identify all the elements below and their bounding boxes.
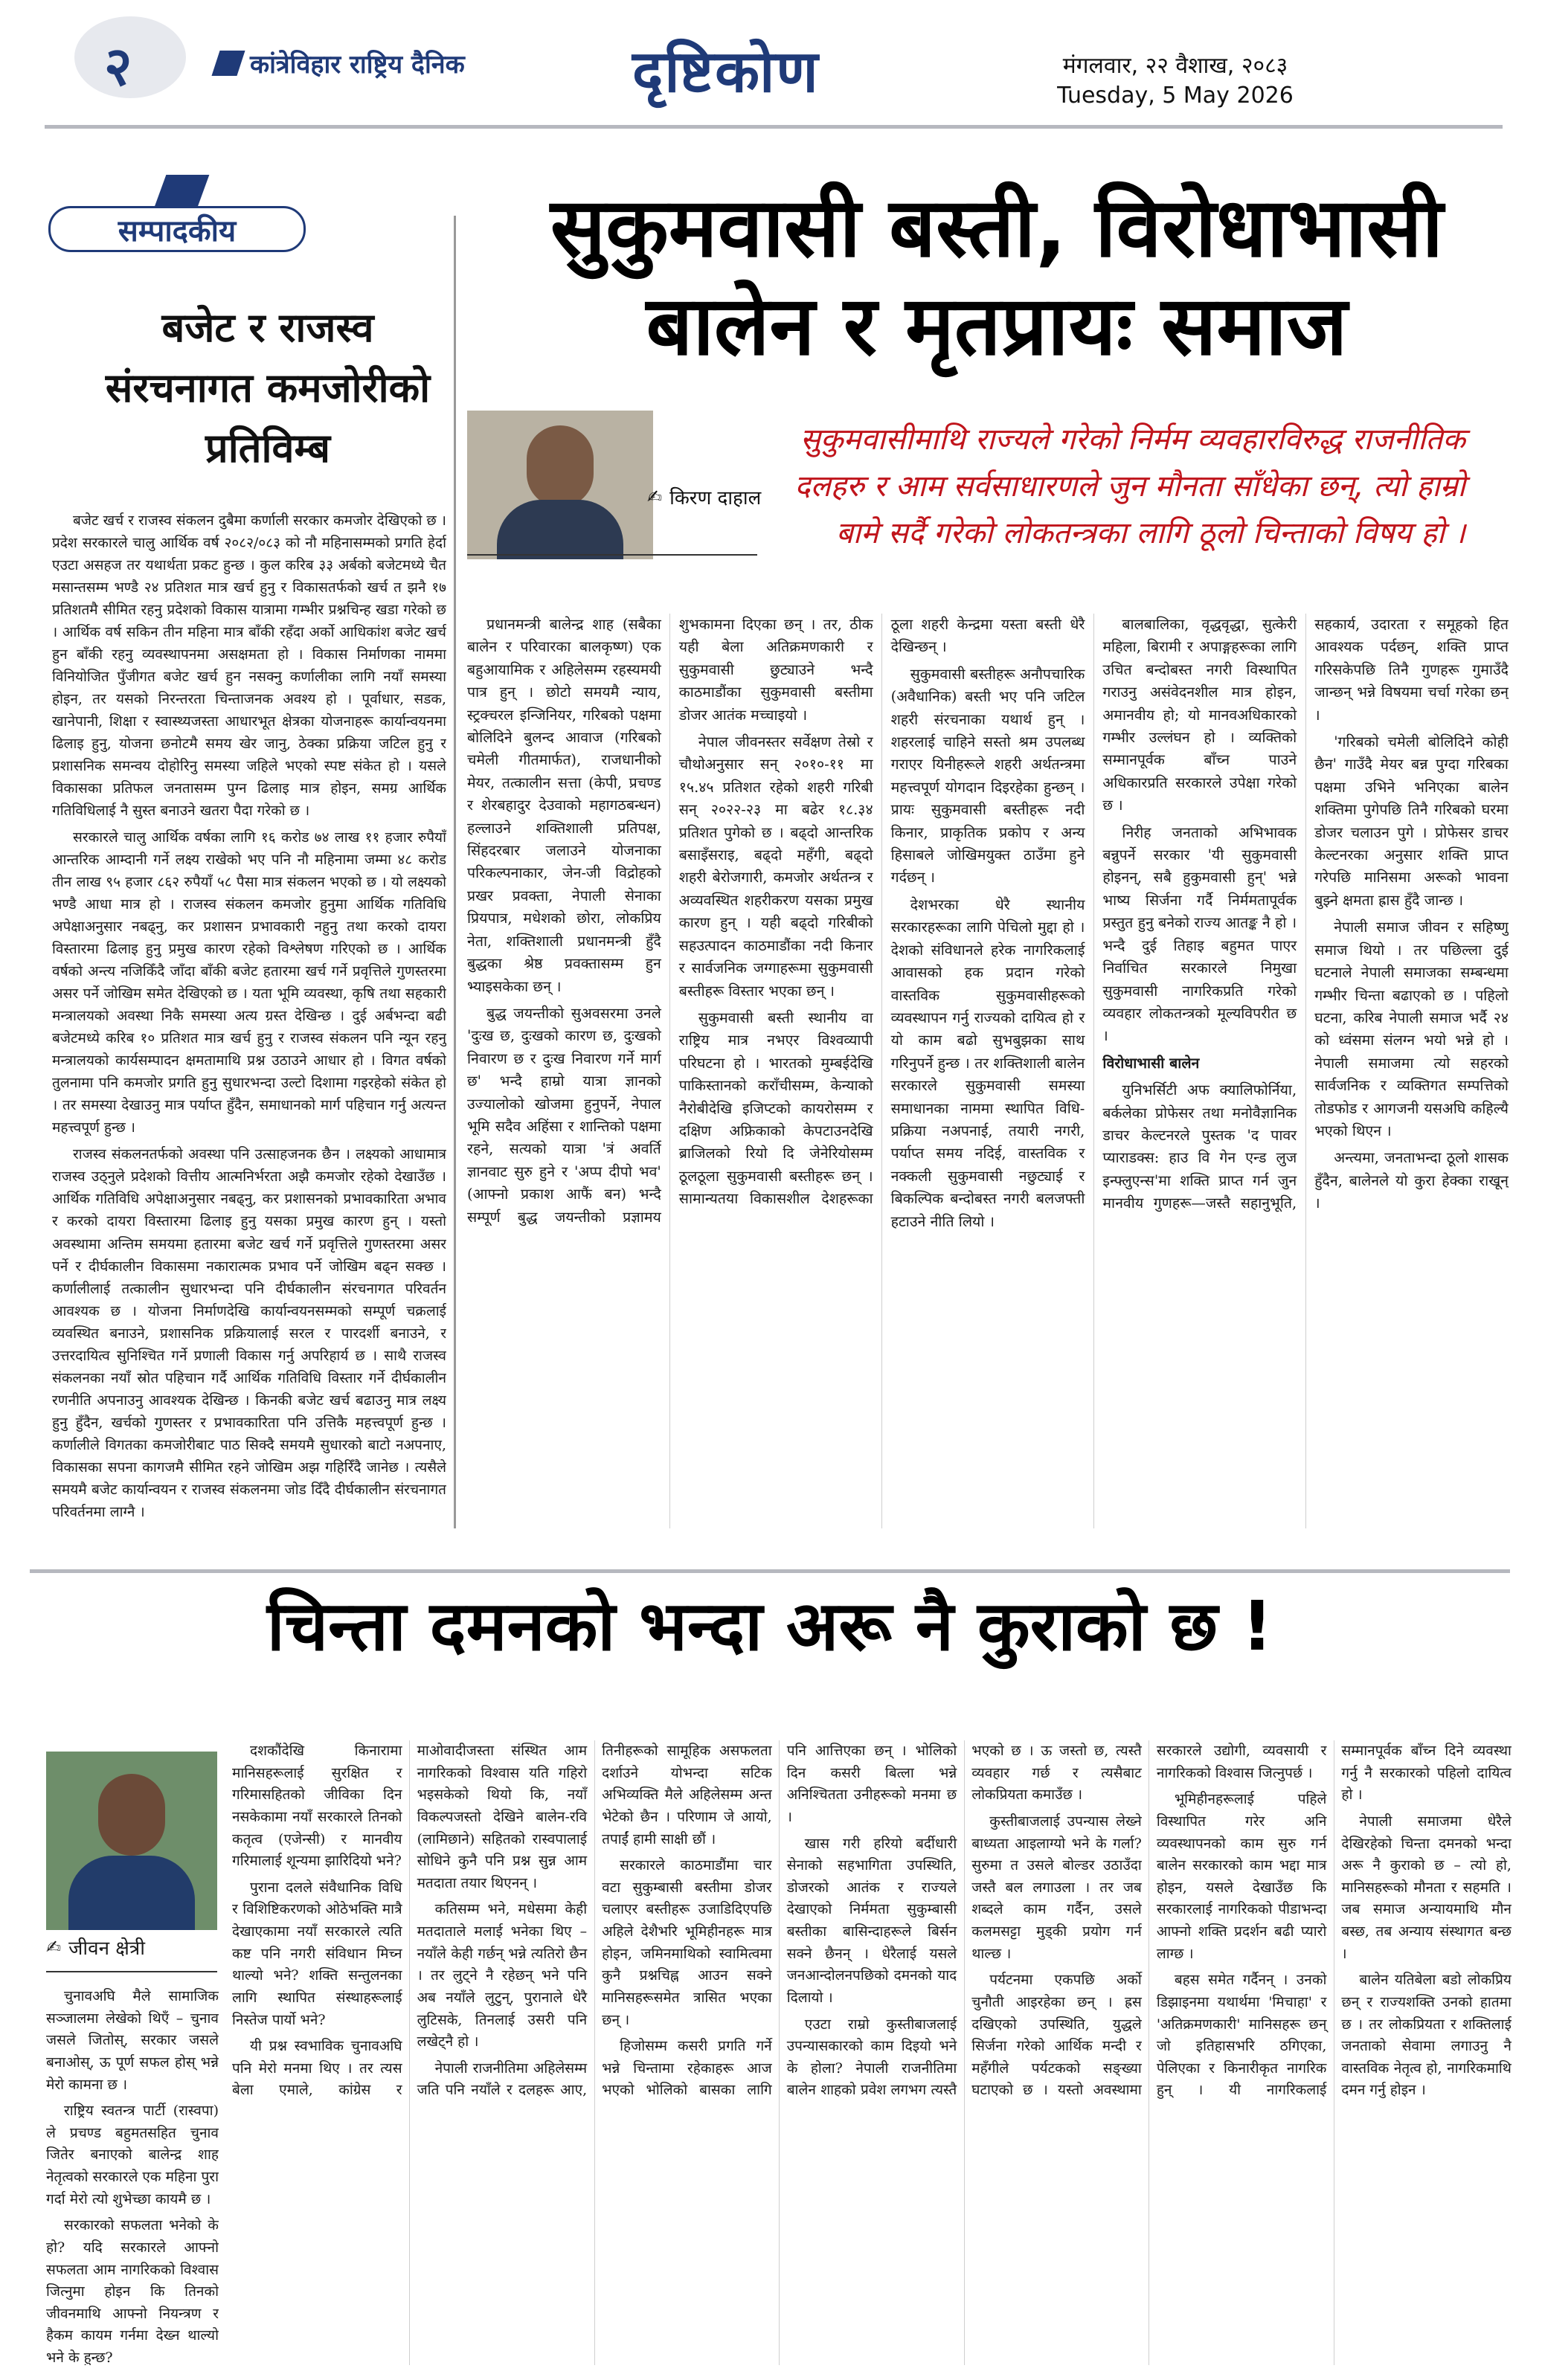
editorial-body [52,509,446,1521]
pull-quote: सुकुमवासीमाथि राज्यले गरेको निर्मम व्यवहारविरुद्ध राजनीतिक दलहरु र आम सर्वसाधारणले जुन मौनता साँधेका छन्, त्यो हाम्रो बामे सर्दै गरेको लोकतन्त्रका लागि ठूलो चिन्ताको विषय हो । [794,422,1465,551]
paragraph: सरकारको सफलता भनेको के हो? यदि सरकारले आफ्नो सफलता आम नागरिकको विश्वास जित्नुमा होइन कि तिनको जीवनमाथि आफ्नो नियन्त्रण र हैकम कायम गर्नमा देख्न थाल्यो भने के हुन्छ? [46,2217,219,2365]
paragraph: यी प्रश्न स्वभाविक चुनावअघि पनि मेरो मनमा थिए । तर त्यस बेला एमाले, कांग्रेस र माओवादीजस्ता संस्थित आम नागरिकको विश्वास यति गहिरो भइसकेको थियो कि, नयाँ विकल्पजस्तो देखिने बालेन-रवि (लामिछाने) सहितको रास्वपालाई सोधिने कुनै पनि प्रश्न सुन्न आम मतदाता तयार थिएनन् । [232,1743,588,2099]
pen-icon: ✍ [647,486,663,507]
masthead [0,0,1542,126]
editorial-badge [48,175,301,249]
paragraph: राष्ट्रिय स्वतन्त्र पार्टी (रास्वपा) ले प्रचण्ड बहुमतसहित चुनाव जितेर बनाएको बालेन्द्र शाह नेतृत्वको सरकारले एक महिना पुरा गर्दा मेरो त्यो शुभेच्छा कायमै छ । [46,2103,219,2207]
paragraph: नेपाली समाज जीवन र सहिष्णु समाज थियो । तर पछिल्ला दुई घटनाले नेपाली समाजका सम्बन्धमा गम्भीर चिन्ता बढाएको छ । पहिलो घटना, करिब नेपाली समाज भर्दै २४ को ध्वंसमा संलग्न भयो भन्ने हो । नेपाली समाजमा त्यो सहरको सार्वजनिक र व्यक्तिगत सम्पत्तिको तोडफोड र आगजनी यसअघि कहिल्यै भएको थिएन । [1314,919,1509,1139]
paragraph: सुकुमवासी बस्तीहरू अनौपचारिक (अवैधानिक) बस्ती भए पनि जटिल शहरी संरचनाका यथार्थ हुन् । शहरलाई चाहिने सस्तो श्रम उपलब्ध गराएर यिनीहरूले शहरी अर्थतन्त्रमा महत्त्वपूर्ण योगदान दिइरहेका हुन्छन् । प्रायः सुकुमवासी बस्तीहरू नदी किनार, प्राकृतिक प्रकोप र अन्य हिसाबले जोखिमयुक्त ठाउँमा हुने गर्दछन् । [890,665,1085,887]
portrait-body [497,500,623,559]
paragraph: बजेट खर्च र राजस्व संकलन दुबैमा कर्णाली सरकार कमजोर देखिएको छ । प्रदेश सरकारले चालु आर्थिक वर्ष २०८२/०८३ को नौ महिनासम्मको प्रगति हेर्दा एउटा असहज तर यथार्थता प्रकट हुन्छ । कुल करिब ३३ अर्बको बजेटमध्ये चैत मसान्तसम्म भण्डै २४ प्रतिशत मात्र खर्च हुनु र विकासतर्फको खर्च त झनै १७ प्रतिशतमै सीमित रहनु प्रदेशको विकास यात्रामा गम्भीर प्रश्नचिन्ह खडा गरेको छ । आर्थिक वर्ष सकिन तीन महिना मात्र बाँकी रहँदा अर्को आधिकांश बजेट खर्च हुन बाँकी रहनु व्यवस्थापनमा असक्षमता हो । विकास निर्माणका नाममा विनियोजित पुँजीगत बजेट खर्च हुन नसक्नु कर्णालीका लागि नयाँ समस्या होइन, तर यसको निरन्तरता चिन्ताजनक अवश्य हो । पूर्वाधार, सडक, खानेपानी, शिक्षा र स्वास्थ्यजस्ता आधारभूत क्षेत्रका योजनाहरू कार्यान्वयनमा ढिलाइ हुनु, योजना छनोटमै समय खेर जानु, ठेक्का प्रक्रिया जटिल हुनु र प्रशासनिक समन्वय दोहोरिनु समस्या जहिले भएको स्पष्ट संकेत हो । यसले विकासका प्रतिफल जनतासम्म पुग्न ढिलाइ मात्र होइन, समग्र आर्थिक गतिविधिलाई नै सुस्त बनाउने खतरा पैदा गरेको छ । [52,512,446,820]
section-title: दृष्टिकोण [632,39,820,106]
logo-icon [211,51,245,76]
paragraph: कुस्तीबाजलाई उपन्यास लेख्ने बाध्यता आइलाग्यो भने के गर्ला? सुरुमा त उसले बोल्डर उठाउँदा जस्तै बल लगाउला । तर जब शब्दले काम गर्दैन, उसले कलमसट्टा मुड्की प्रयोग गर्न थाल्छ । [971,1813,1142,1962]
portrait-body [68,1856,195,1930]
dateline [1056,49,1294,109]
paragraph: बालबालिका, वृद्धवृद्धा, सुत्केरी महिला, बिरामी र अपाङ्गहरूका लागि उचित बन्दोबस्त नगरी विस्थापित गराउनु असंवेदनशील मात्र होइन, अमानवीय हो; यो मानवअधिकारको गम्भीर उल्लंघन हो । व्यक्तिको सम्मानपूर्वक बाँच्न पाउने अधिकारप्रति सरकारले उपेक्षा गरेको छ । [1102,616,1297,814]
pen-icon: ✍ [46,1937,62,1958]
author-photo [46,1752,217,1930]
paragraph: बुद्ध जयन्तीको सुअवसरमा उनले 'दुःख छ, दुःखको कारण छ, दुःखको निवारण छ र दुःख निवारण गर्ने मार्ग छ' भन्दै हाम्रो यात्रा ज्ञानको उज्यालोको खोजमा हुनुपर्ने, नेपाल भूमि सदैव अहिंसा र शान्तिको पक्षमा रहने, सत्यको यात्रा 'त्रं अवर्ति ज्ञानवाट सुरु हुने र 'अप्प दीपो भव' (आफ्नो प्रकाश आफैं बन) भन्दै सम्पूर्ण बुद्ध जयन्तीको प्रज्ञामय शुभकामना दिएका छन् । तर, ठीक यही बेला अतिक्रमणकारी र सुकुमवासी छुट्याउने भन्दै काठमाडौंका सुकुमवासी बस्तीमा डोजर आतंक मच्चाइयो । [467,616,873,1226]
portrait-head [98,1774,165,1856]
paragraph: कतिसम्म भने, मधेसमा केही मतदाताले मलाई भनेका थिए – नयाँले केही गर्छन् भन्ने त्यतिरो छैन । तर लुट्ने नै रहेछन् भने पनि अब नयाँले लुटुन्, पुरानाले धेरै लुटिसके, तिनलाई उसरी पनि लखेट्नै हो । [417,1901,588,2051]
paragraph: बालेन यतिबेला बडो लोकप्रिय छन् र राज्यशक्ति उनको हातमा छ । तर लोकप्रियता र शक्तिलाई जनताको सेवामा लगाउनु नै वास्तविक नेतृत्व हो, नागरिकमाथि दमन गर्नु होइन । [1341,1972,1512,2099]
paragraph: 'गरिबको चमेली बोलिदिने कोही छैन' गाउँदै मेयर बन्न पुग्दा गरिबका पक्षमा उभिने भनिएका बालेन शक्तिमा पुगेपछि तिनै गरिबको घरमा डोजर चलाउन पुगे । प्रोफेसर डाचर केल्टनरका अनुसार शक्ति प्राप्त गरेपछि मानिसमा अरूको भावना बुझ्ने क्षमता ह्रास हुँदै जान्छ । [1314,733,1509,909]
paragraph: नेपाली राजनीतिमा अहिलेसम्म जति पनि नयाँले र दलहरू आए, तिनीहरूको सामूहिक असफलता दर्शाउने योभन्दा सटिक अभिव्यक्ति मैले अहिलेसम्म अन्त भेटेको छैन । परिणाम जे आयो, तपाईं हामी साक्षी छौं । [417,1743,772,2099]
second-headline: चिन्ता दमनको भन्दा अरू नै कुराको छ ! [266,1586,1273,1666]
section-divider [30,1569,1510,1573]
portrait-head [527,425,594,507]
paragraph: हिजोसम्म कसरी प्रगति गर्ने भन्ने चिन्तामा रहेकाहरू आज भएको भोलिको बासका लागि पनि आत्तिएका छन् । भोलिको दिन कसरी बित्ला भन्ने अनिश्चितता उनीहरूको मनमा छ । [602,1743,957,2099]
second-article-body [232,1740,1512,2365]
paragraph: नेपाल जीवनस्तर सर्वेक्षण तेस्रो र चौथोअनुसार सन् २०१०-११ मा १५.४५ प्रतिशत रहेको शहरी गरिबी सन् २०२२-२३ मा बढेर १८.३४ प्रतिशत पुगेको छ । बढ्दो आन्तरिक बसाइँसराइ, बढ्दो महँगी, बढ्दो शहरी बेरोजगारी, कमजोर अर्थतन्त्र र अव्यवस्थित शहरीकरण यसका प्रमुख कारण हुन् । यही बढ्दो गरिबीको सहउत्पादन काठमाडौंका नदी किनार र सार्वजनिक जग्गाहरूमा सुकुमवासी बस्तीहरू विस्तार भएका छन् । [678,733,873,1000]
byline [46,1934,145,1961]
paragraph: पुराना दलले संवैधानिक विधि र विशिष्टिकरणको ओठेभक्ति मात्रै देखाएकामा नयाँ सरकारले त्यति कष्ट पनि नगरी संविधान मिच्न थाल्यो भने? शक्ति सन्तुलनका लागि स्थापित संस्थाहरूलाई निस्तेज पार्यो भने? [232,1879,402,2028]
paragraph: भूमिहीनहरूलाई पहिले विस्थापित गरेर अनि व्यवस्थापनको काम सुरु गर्न बालेन सरकारको काम भद्दा मात्र होइन, यसले देखाउँछ कि सरकारलाई नागरिकको पीडाभन्दा आफ्नो शक्ति प्रदर्शन बढी प्यारो लाग्छ । [1156,1791,1327,1962]
main-headline: सुकुमवासी बस्ती, विरोधाभासी बालेन र मृतप्रायः समाज [550,180,1444,373]
paragraph: सुकुमवासी बस्ती स्थानीय वा राष्ट्रिय मात्र नभएर विश्वव्यापी परिघटना हो । भारतको मुम्बईदेखि पाकिस्तानको कराँचीसम्म, केन्याको नैरोबीदेखि इजिप्टको कायरोसम्म र दक्षिण अफ्रिकाको केपटाउनदेखि ब्राजिलको रियो दि जेनेरियोसम्म ठूलठूला सुकुमवासी बस्तीहरू छन् । सामान्यतया विकासशील देशहरूका ठूला शहरी केन्द्रमा यस्ता बस्ती धेरै देखिन्छन् । [678,616,1085,1208]
paragraph: एउटा राम्रो कुस्तीबाजलाई उपन्यासकारको काम दिइयो भने के होला? नेपाली राजनीतिमा बालेन शाहको प्रवेश लगभग त्यस्तै भएको छ । ऊ जस्तो छ, त्यस्तै व्यवहार गर्छ र त्यसैबाट लोकप्रियता कमाउँछ । [786,1743,1142,2099]
date-english: Tuesday, 5 May 2026 [1057,83,1294,109]
author-name: किरण दाहाल [669,487,762,509]
editorial-label: सम्पादकीय [48,206,306,252]
logo-icon [154,175,210,209]
paragraph: प्रधानमन्त्री बालेन्द्र शाह (सबैका बालेन र परिवारका बालकृष्ण) एक बहुआयामिक र अहिलेसम्म रहस्यमयी पात्र हुन् । छोटो समयमै न्याय, स्ट्रक्चरल इन्जिनियर, गरिबको पक्षमा बोलिदिने बुलन्द आवाज (गरिबको चमेली गीतमार्फत), राजधानीको मेयर, तत्कालीन सत्ता (केपी, प्रचण्ड र शेरबहादुर देउवाको महागठबन्धन) हल्लाउने शक्तिशाली प्रतिपक्ष, सिंहदरबार जलाउने योजनाका परिकल्पनाकार, जेन-जी विद्रोहको प्रखर प्रवक्ता, नेपाली सेनाका प्रियपात्र, मधेशको छोरा, लोकप्रिय नेता, शक्तिशाली प्रधानमन्त्री हुँदै बुद्धका श्रेष्ठ प्रवक्तासम्म हुन भ्याइसकेका छन् । [467,616,661,995]
masthead-divider [45,125,1503,129]
paragraph: सरकारले चालु आर्थिक वर्षका लागि १६ करोड ७४ लाख ११ हजार रुपैयाँ आन्तरिक आम्दानी गर्ने लक्ष्य राखेको भए पनि नौ महिनामा जम्मा ४८ करोड तीन लाख ९५ हजार ८६२ रुपैयाँ ५८ पैसा मात्र संकलन भएको छ । यो लक्ष्यको भण्डै आधा मात्र हो । राजस्व संकलन कमजोर हुनुमा आर्थिक गतिविधि अपेक्षाअनुसार नबढ्नु, कर प्रशासन प्रभावकारी नहुनु तथा करको दायरा विस्तारमा ढिलाइ हुनु प्रमुख कारण रहेको विश्लेषण गरिएको छ । आर्थिक वर्षको अन्त्य नजिकिँदै जाँदा बाँकी बजेट हतारमा खर्च गर्ने प्रवृत्तिले गुणस्तरमा असर पर्ने जोखिम समेत देखिएको छ । यता भूमि व्यवस्था, कृषि तथा सहकारी मन्त्रालयको अवस्था निकै समस्या अत्य ग्रस्त देखिन्छ । दुई अर्बभन्दा बढी बजेटमध्ये करिब १० प्रतिशत मात्र खर्च हुनु र राजस्व संकलन पनि न्यून रहनु मन्त्रालयको कार्यसम्पादन क्षमतामाथि प्रश्न उठाउने आधार हो । विगत वर्षको तुलनामा पनि कमजोर प्रगति हुनु सुधारभन्दा उल्टो दिशामा गइरहेको संकेत हो । तर समस्या देखाउनु मात्र पर्याप्त हुँदैन, समाधानको मार्ग पहिचान गर्नु अत्यन्त महत्त्वपूर्ण हुन्छ । [52,829,446,1136]
paragraph: नेपाली समाजमा धेरैले देखिरहेको चिन्ता दमनको भन्दा अरू नै कुराको छ – त्यो हो, मानिसहरूको मौनता र सहमति । जब समाज अन्यायमाथि मौन बस्छ, तब अन्याय संस्थागत बन्छ । [1341,1813,1512,1962]
paragraph: चुनावअघि मैले सामाजिक सञ्जालमा लेखेको थिएँ – चुनाव जसले जितोस्, सरकार जसले बनाओस्, ऊ पूर्ण सफल होस् भन्ने मेरो कामना छ । [46,1988,219,2093]
paragraph: पर्यटनमा एकपछि अर्को चुनौती आइरहेका छन् । ह्रस दखिएको उपस्थिति, युद्धले सिर्जना गरेको आर्थिक मन्दी र महँगीले पर्यटकको सङ्ख्या घटाएको छ । यस्तो अवस्थामा सरकारले उद्योगी, व्यवसायी र नागरिकको विश्वास जित्नुपर्छ । [971,1743,1327,2099]
paragraph: दशकौंदेखि किनारामा मानिसहरूलाई सुरक्षित र गरिमासहितको जीविका दिन नसकेकामा नयाँ सरकारले तिनको कतृत्व (एजेन्सी) र मानवीय गरिमालाई शून्यमा झारिदियो भने? [232,1743,402,1870]
subheading: विरोधाभासी बालेन [1102,1054,1200,1072]
publication-name: कांत्रेविहार राष्ट्रिय दैनिक [250,50,465,80]
second-article-first-column [46,1986,219,2365]
paragraph: निरीह जनताको अभिभावक बन्नुपर्ने सरकार 'यी सुकुमवासी होइनन्, सबै हुकुमवासी हुन्' भन्ने भाष्य सिर्जना गर्दै निर्ममतापूर्वक प्रस्तुत हुनु बनेको राज्य आतङ्क नै हो । भन्दै दुई तिहाइ बहुमत पाएर निर्वाचित सरकारले निमुखा सुकुमवासी नागरिकप्रति गरेको व्यवहार लोकतन्त्रको मूल्यविपरीत छ । [1102,823,1297,1045]
paragraph: खास गरी हरियो बर्दीधारी सेनाको सहभागिता उपस्थिति, डोजरको आतंक र राज्यले देखाएको निर्ममता सुकुम्बासी बस्तीका बासिन्दाहरूले बिर्सन सक्ने छैनन् । धेरैलाई यसले जनआन्दोलनपछिको दमनको याद दिलायो । [786,1835,957,2006]
paragraph: अन्त्यमा, जनताभन्दा ठूलो शासक हुँदैन, बालेनले यो कुरा हेक्का राखून् । [1314,1149,1509,1212]
author-photo [467,411,653,559]
editorial-column [37,213,456,1528]
editorial-title: बजेट र राजस्व संरचनागत कमजोरीको प्रतिविम्ब [105,304,431,472]
date-nepali: मंगलवार, २२ वैशाख, २०८३ [1062,53,1288,79]
byline [647,483,761,510]
main-article-body [467,614,1509,1528]
paragraph: युनिभर्सिटी अफ क्यालिफोर्निया, बर्कलेका प्रोफेसर तथा मनोवैज्ञानिक डाचर केल्टनरले पुस्तक 'द पावर प्याराडक्स: हाउ वि गेन एन्ड लुज इन्फ्लुएन्स'मा शक्ति प्राप्त गर्न जुन मानवीय गुणहरू—जस्तै सहानुभूति, सहकार्य, उदारता र समूहको हित आवश्यक पर्दछन्, शक्ति प्राप्त गरिसकेपछि तिनै गुणहरू गुमाउँदै जान्छन् भन्ने विषयमा चर्चा गरेका छन् । [1102,616,1509,1212]
paragraph: देशभरका धेरै स्थानीय सरकारहरूका लागि पेचिलो मुद्दा हो । देशको संविधानले हरेक नागरिकलाई आवासको हक प्रदान गरेको वास्तविक सुकुमवासीहरूको व्यवस्थापन गर्नु राज्यको दायित्व हो र यो काम बढो सुभबुझका साथ गरिनुपर्ने हुन्छ । तर शक्तिशाली बालेन सरकारले सुकुमवासी समस्या समाधानका नाममा स्थापित विधि-प्रक्रिया नअपनाई, तयारी नगरी, पर्याप्त समय नदिई, वास्तविक र नक्कली सुकुमवासी नछुट्याई र बिकल्पिक बन्दोबस्त नगरी बलजफ्ती हटाउने नीति लियो । [890,895,1085,1230]
page-number: २ [104,35,132,97]
author-name: जीवन क्षेत्री [68,1937,146,1960]
paragraph: राजस्व संकलनतर्फको अवस्था पनि उत्साहजनक छैन । लक्ष्यको आधामात्र राजस्व उठ्नुले प्रदेशको वित्तीय आत्मनिर्भरता अझै कमजोर रहेको देखाउँछ । आर्थिक गतिविधि अपेक्षाअनुसार नबढ्नु, कर प्रशासनको प्रभावकारिता अभाव र करको दायरा विस्तारमा ढिलाइ हुनु यसका प्रमुख कारण हुन् । यस्तो अवस्थामा अन्तिम समयमा हतारमा बजेट खर्च गर्ने प्रवृत्तिले गुणस्तरमा असर पर्ने र दीर्घकालीन विकासमा नकारात्मक प्रभाव पर्ने जोखिम बढ्न सक्छ । कर्णालीलाई तत्कालीन सुधारभन्दा पनि दीर्घकालीन संरचनागत परिवर्तन आवश्यक छ । योजना निर्माणदेखि कार्यान्वयनसम्मको सम्पूर्ण चक्रलाई व्यवस्थित बनाउने, प्रशासनिक प्रक्रियालाई सरल र पारदर्शी बनाउने, र उत्तरदायित्व सुनिश्चित गर्ने प्रणाली विकास गर्नु अपरिहार्य छ । साथै राजस्व संकलनका नयाँ स्रोत पहिचान गर्दै आर्थिक गतिविधि विस्तार गर्ने दीर्घकालीन रणनीति अपनाउनु आवश्यक देखिन्छ । किनकी बजेट खर्च बढाउनु मात्र लक्ष्य हुनु हुँदैन, खर्चको गुणस्तर र प्रभावकारिता पनि उत्तिकै महत्त्वपूर्ण हुन्छ । कर्णालीले विगतका कमजोरीबाट पाठ सिक्दै समयमै सुधारको बाटो नअपनाए, विकासका सपना कागजमै सीमित रहने जोखिम अझ गहिरिँदै जानेछ । त्यसैले समयमै बजेट कार्यान्वयन र राजस्व संकलनमा जोड दिँदै दीर्घकालीन संरचनागत परिवर्तनमा लाग्नै । [52,1146,446,1520]
paragraph: बहस समेत गर्दैनन् । उनको डिझाइनमा यथार्थमा 'मिचाहा' र 'अतिक्रमणकारी' मानिसहरू छन् जो इतिहासभरि ठगिएका, पेलिएका र किनारीकृत नागरिक हुन् । यी नागरिकलाई सम्मानपूर्वक बाँच्न दिने व्यवस्था गर्नु नै सरकारको पहिलो दायित्व हो । [1156,1743,1512,2099]
byline-divider [467,554,757,556]
publication-logo [216,46,465,80]
byline-divider [46,1971,217,1972]
paragraph: सरकारले काठमाडौंमा चार वटा सुकुम्बासी बस्तीमा डोजर चलाएर बस्तीहरू उजाडिदिएपछि अहिले देशैभरि भूमिहीनहरू मात्र होइन, जमिनमाथिको स्वामित्वमा कुनै प्रश्नचिह्न आउन सक्ने मानिसहरूसमेत त्रासित भएका छन् । [602,1857,772,2028]
